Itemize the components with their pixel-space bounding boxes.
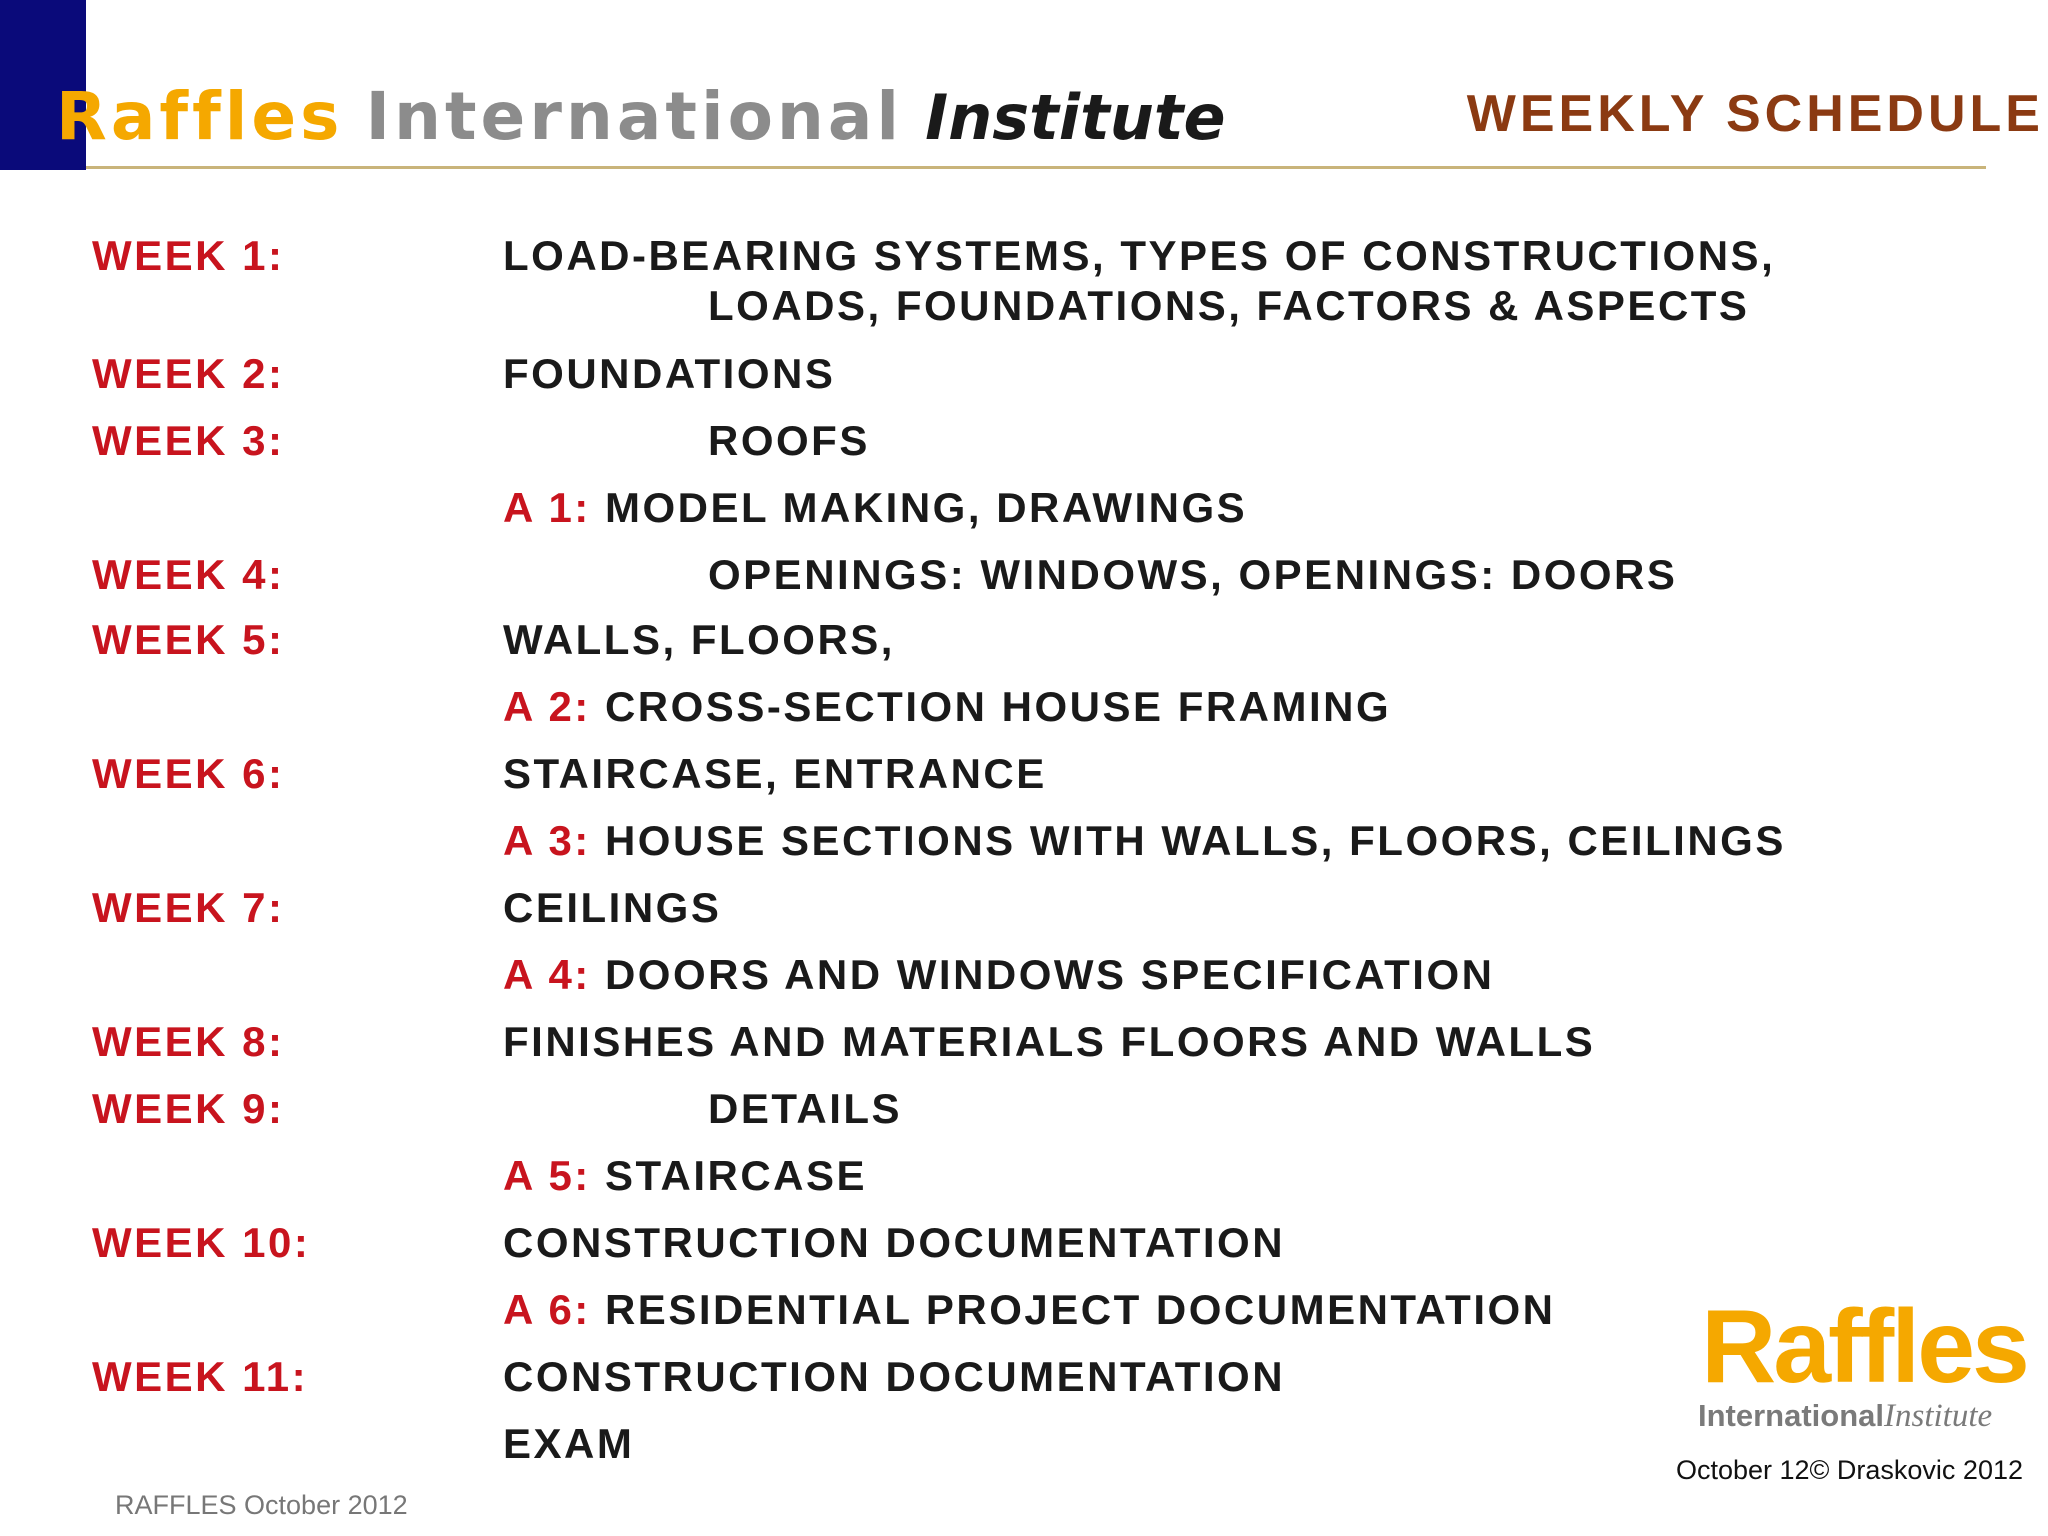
topic-label: DETAILS <box>708 1085 903 1132</box>
topic-text <box>503 232 1775 280</box>
topic-label: FOUNDATIONS <box>503 350 836 397</box>
logo-subtitle <box>1698 1396 1992 1442</box>
week-label: WEEK 11: <box>92 1353 309 1400</box>
logo-subtitle-international: International <box>1698 1398 1885 1433</box>
assignment-tag: A 2: <box>503 683 591 730</box>
week-label: WEEK 3: <box>92 417 285 464</box>
raffles-logo <box>1694 1289 2034 1434</box>
topic-text <box>503 750 1047 798</box>
footer-left-text: RAFFLES October 2012 <box>115 1490 408 1520</box>
schedule-row <box>0 551 2048 601</box>
topic-label: FINISHES AND MATERIALS FLOORS AND WALLS <box>503 1018 1596 1065</box>
topic-text <box>708 282 1749 330</box>
topic-label: RESIDENTIAL PROJECT DOCUMENTATION <box>604 1286 1556 1333</box>
brand-raffles: Raffles <box>56 78 344 155</box>
topic-label: ROOFS <box>708 417 870 464</box>
assignment-tag: A 1: <box>503 484 591 531</box>
topic-label: WALLS, FLOORS, <box>503 616 895 663</box>
topic-text <box>503 1420 634 1468</box>
schedule-row <box>0 1152 2048 1202</box>
topic-label: STAIRCASE, ENTRANCE <box>503 750 1047 797</box>
topic-label: CEILINGS <box>503 884 722 931</box>
topic-text <box>708 551 1677 599</box>
schedule-row <box>0 484 2048 534</box>
assignment-tag: A 5: <box>503 1152 591 1199</box>
topic-text <box>503 484 1247 532</box>
schedule-row <box>0 417 2048 467</box>
schedule-row <box>0 884 2048 934</box>
topic-label: MODEL MAKING, DRAWINGS <box>604 484 1248 531</box>
week-label: WEEK 6: <box>92 750 285 797</box>
topic-text <box>708 1085 902 1133</box>
topic-label: EXAM <box>503 1420 635 1467</box>
schedule-row <box>0 750 2048 800</box>
week-label: WEEK 5: <box>92 616 285 663</box>
schedule-row <box>0 951 2048 1001</box>
assignment-tag: A 6: <box>503 1286 591 1333</box>
schedule-row <box>0 683 2048 733</box>
schedule-row <box>0 1219 2048 1269</box>
footer-right-text: October 12© Draskovic 2012 <box>1675 1455 2023 1485</box>
topic-label: LOADS, FOUNDATIONS, FACTORS & ASPECTS <box>708 282 1750 329</box>
topic-text <box>503 1219 1285 1267</box>
schedule-row <box>0 817 2048 867</box>
week-label: WEEK 2: <box>92 350 285 397</box>
brand-institute: Institute <box>925 81 1226 154</box>
topic-text <box>503 1152 867 1200</box>
schedule-row <box>0 232 2048 282</box>
topic-text <box>708 417 870 465</box>
topic-label: STAIRCASE <box>604 1152 868 1199</box>
schedule-row <box>0 282 2048 332</box>
week-label: WEEK 4: <box>92 551 285 598</box>
schedule-row <box>0 1085 2048 1135</box>
topic-text <box>503 683 1391 731</box>
schedule-row <box>0 616 2048 666</box>
topic-text <box>503 951 1494 999</box>
topic-label: CONSTRUCTION DOCUMENTATION <box>503 1219 1286 1266</box>
topic-text <box>503 1286 1556 1334</box>
topic-label: DOORS AND WINDOWS SPECIFICATION <box>604 951 1495 998</box>
assignment-tag: A 4: <box>503 951 591 998</box>
topic-text <box>503 350 835 398</box>
week-label: WEEK 7: <box>92 884 285 931</box>
topic-label: CONSTRUCTION DOCUMENTATION <box>503 1353 1286 1400</box>
topic-text <box>503 1353 1285 1401</box>
topic-text <box>503 616 895 664</box>
logo-wordmark: Raffles <box>1701 1289 2027 1405</box>
topic-text <box>503 884 721 932</box>
schedule-row <box>0 350 2048 400</box>
logo-subtitle-institute: Institute <box>1884 1398 1993 1434</box>
topic-label: CROSS-SECTION HOUSE FRAMING <box>604 683 1392 730</box>
topic-text <box>503 817 1786 865</box>
page-title: WEEKLY SCHEDULE <box>1466 85 2044 143</box>
topic-label: OPENINGS: WINDOWS, OPENINGS: DOORS <box>708 551 1678 598</box>
week-label: WEEK 8: <box>92 1018 285 1065</box>
assignment-tag: A 3: <box>503 817 591 864</box>
week-label: WEEK 1: <box>92 232 285 279</box>
schedule-row <box>0 1018 2048 1068</box>
brand-international: International <box>365 78 904 155</box>
topic-label: LOAD-BEARING SYSTEMS, TYPES OF CONSTRUCTIONS, <box>503 232 1776 279</box>
topic-text <box>503 1018 1595 1066</box>
week-label: WEEK 10: <box>92 1219 311 1266</box>
week-label: WEEK 9: <box>92 1085 285 1132</box>
topic-label: HOUSE SECTIONS WITH WALLS, FLOORS, CEILINGS <box>604 817 1786 864</box>
